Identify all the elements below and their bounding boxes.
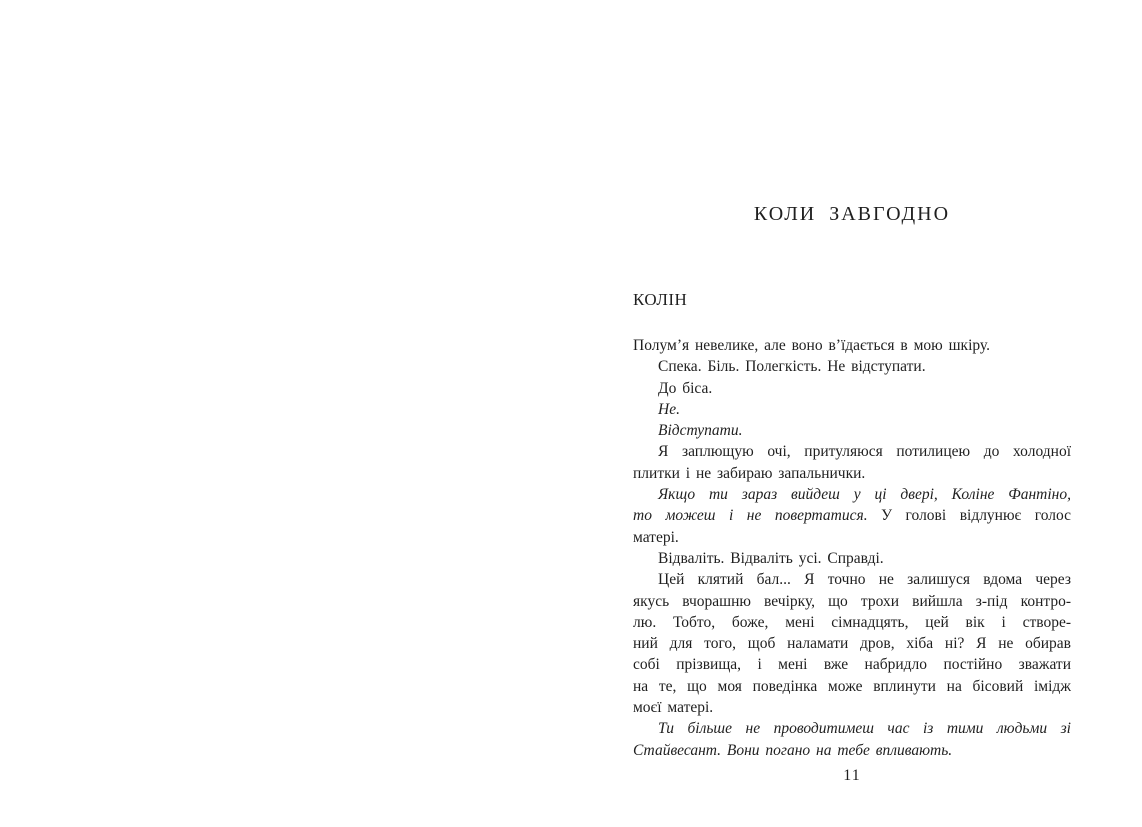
text-segment-italic: Не.	[658, 400, 680, 418]
body-line	[633, 441, 1071, 462]
text-block	[633, 203, 1071, 761]
body-line	[633, 420, 1071, 441]
text-segment: До біса.	[658, 379, 713, 397]
page-number: 11	[843, 767, 861, 784]
text-segment: матері.	[633, 528, 679, 546]
text-segment: моєї матері.	[633, 699, 714, 717]
body-line	[633, 654, 1071, 675]
text-segment-italic: Ти більше не проводитимеш час із тими людьми зі	[658, 720, 1071, 738]
body-line	[633, 612, 1071, 633]
body-line	[633, 399, 1071, 420]
body-line	[633, 676, 1071, 697]
text-segment: Спека. Біль. Полегкість. Не відступати.	[658, 358, 926, 376]
body-line	[633, 378, 1071, 399]
body-line	[633, 505, 1071, 526]
body-line	[633, 484, 1071, 505]
body-line	[633, 697, 1071, 718]
body-line	[633, 527, 1071, 548]
text-segment-italic: Відступати.	[658, 422, 743, 440]
body-line	[633, 718, 1071, 739]
chapter-title: КОЛИ ЗАВГОДНО	[753, 203, 951, 225]
body-line	[633, 591, 1071, 612]
body-line	[633, 569, 1071, 590]
text-segment: лю. Тобто, боже, мені сімнадцять, цей вік і створе-	[633, 613, 1071, 631]
text-segment: Я заплющую очі, притуляюся потилицею до холодної	[658, 443, 1071, 461]
text-segment: ний для того, щоб наламати дров, хіба ні? Я не обирав	[633, 635, 1071, 653]
text-segment: Відваліть. Відваліть усі. Справді.	[658, 549, 884, 567]
text-segment-italic: то можеш і не повертатися.	[633, 507, 868, 525]
text-segment: плитки і не забираю запальнички.	[633, 464, 866, 482]
body-line	[633, 740, 1071, 761]
text-segment: Полум’я невелике, але воно в’їдається в мою шкіру.	[633, 337, 990, 354]
body-line	[633, 548, 1071, 569]
body-line	[633, 356, 1071, 377]
body-line	[633, 463, 1071, 484]
text-segment-italic: Стайвесант. Вони погано на тебе впливають.	[633, 741, 953, 759]
pov-heading: КОЛІН	[633, 290, 688, 309]
text-segment: на те, що моя поведінка може вплинути на бісовий імідж	[633, 677, 1071, 695]
text-segment-italic: Якщо ти зараз вийдеш у ці двері, Коліне Фантіно,	[658, 486, 1071, 504]
body-line	[633, 633, 1071, 654]
text-segment: Цей клятий бал... Я точно не залишуся вдома через	[658, 571, 1071, 589]
body-text	[633, 335, 1071, 761]
text-segment: якусь вчорашню вечірку, що трохи вийшла з-під контро-	[633, 592, 1071, 610]
body-line	[633, 335, 1071, 356]
text-segment: У голові відлунює голос	[867, 507, 1071, 525]
text-segment: собі прізвища, і мені вже набридло постійно зважати	[633, 656, 1071, 674]
